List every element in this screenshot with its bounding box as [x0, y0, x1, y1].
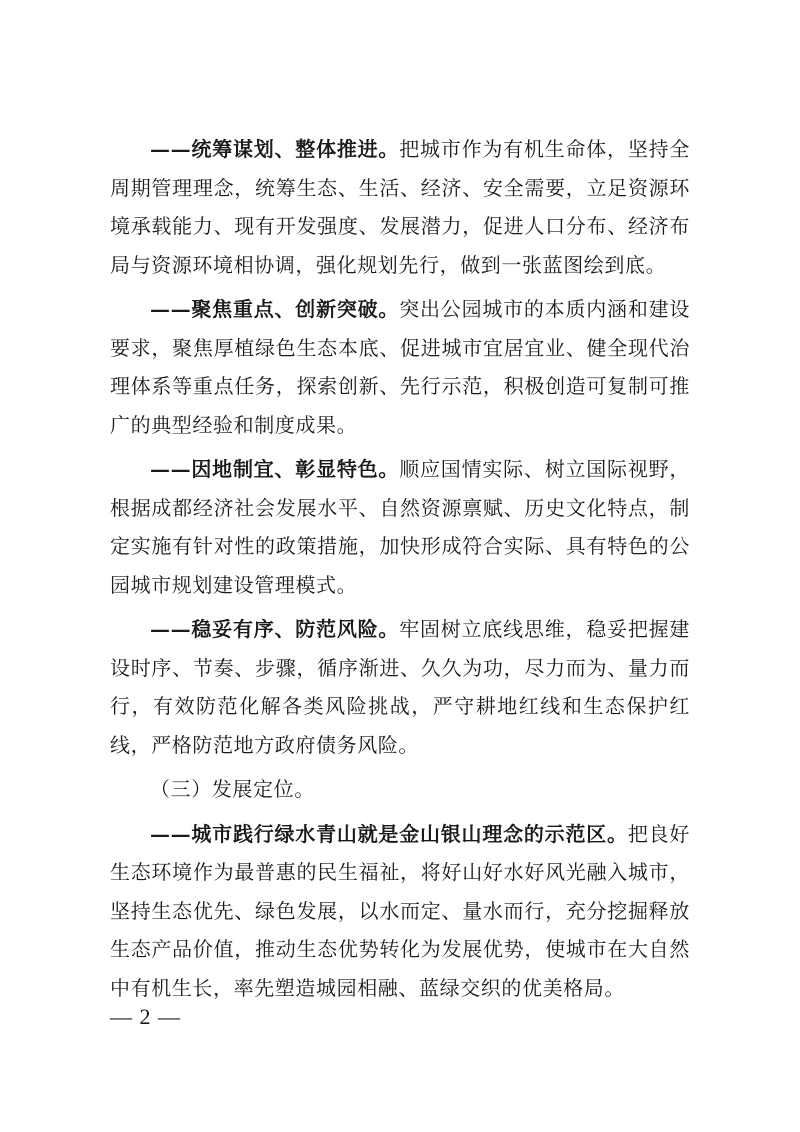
principle-lead-3: ——因地制宜、彰显特色。 — [150, 457, 400, 481]
principle-paragraph-3 — [110, 450, 690, 604]
section-heading: （三）发展定位。 — [150, 777, 315, 801]
page-number: — 2 — — [110, 1004, 181, 1029]
principle-paragraph-4 — [110, 610, 690, 764]
principle-lead-2: ——聚焦重点、创新突破。 — [150, 297, 400, 321]
positioning-body-1: 把良好生态环境作为最普惠的民生福祉，将好山好水好风光融入城市，坚持生态优先、绿色发展，以水而定、量水而行，充分挖掘释放生态产品价值，推动生态优势转化为发展优势，使城市在大自然中有机生长，率先塑造城园相融、蓝绿交织的优美格局。 — [110, 821, 690, 1000]
positioning-lead-1: ——城市践行绿水青山就是金山银山理念的示范区。 — [150, 821, 628, 846]
positioning-paragraph-1 — [110, 815, 690, 1008]
principle-body-2: 突出公园城市的本质内涵和建设要求，聚焦厚植绿色生态本底、促进城市宜居宜业、健全现代治理体系等重点任务，探索创新、先行示范，积极创造可复制可推广的典型经验和制度成果。 — [110, 297, 690, 437]
principle-body-4: 牢固树立底线思维，稳妥把握建设时序、节奏、步骤，循序渐进、久久为功，尽力而为、量力而行，有效防范化解各类风险挑战，严守耕地红线和生态保护红线，严格防范地方政府债务风险。 — [110, 617, 690, 757]
principle-body-1: 把城市作为有机生命体，坚持全周期管理理念，统筹生态、生活、经济、安全需要，立足资源环境承载能力、现有开发强度、发展潜力，促进人口分布、经济布局与资源环境相协调，强化规划先行，做到一张蓝图绘到底。 — [110, 137, 690, 277]
principle-body-3: 顺应国情实际、树立国际视野，根据成都经济社会发展水平、自然资源禀赋、历史文化特点，制定实施有针对性的政策措施，加快形成符合实际、具有特色的公园城市规划建设管理模式。 — [110, 457, 690, 597]
principle-paragraph-2 — [110, 290, 690, 444]
principle-lead-4: ——稳妥有序、防范风险。 — [150, 617, 400, 641]
principle-paragraph-1 — [110, 130, 690, 284]
document-body — [110, 130, 690, 1013]
principle-lead-1: ——统筹谋划、整体推进。 — [150, 137, 400, 161]
